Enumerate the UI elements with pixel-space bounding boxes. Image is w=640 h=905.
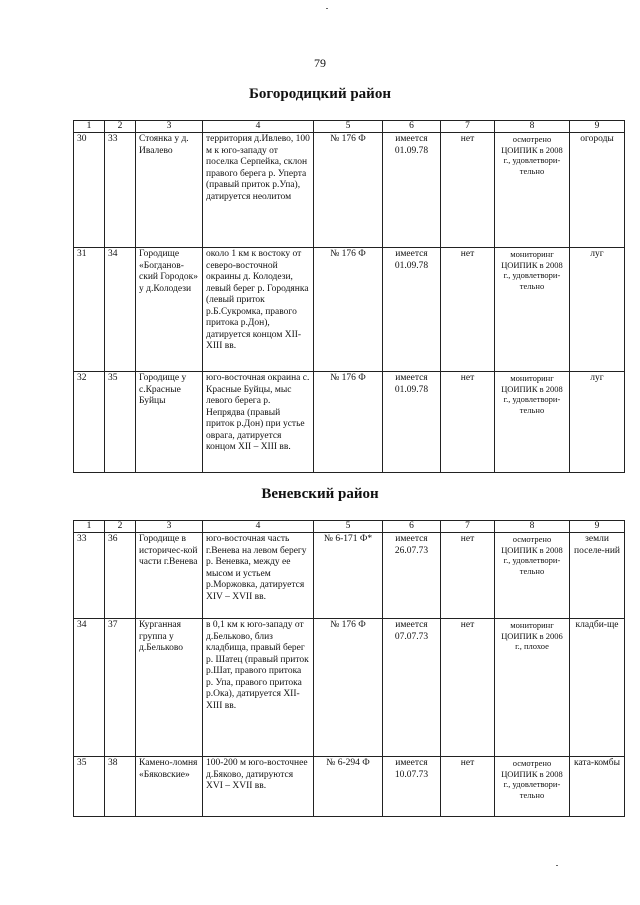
scan-speck <box>326 8 328 9</box>
cell-protection: нет <box>441 372 495 473</box>
cell-land-use: огороды <box>570 133 625 248</box>
column-header: 2 <box>105 121 136 133</box>
cell-number-2: 35 <box>105 372 136 473</box>
cell-name: Камено-ломня «Бяковские» <box>136 757 203 817</box>
cell-passport: имеется 07.07.73 <box>383 619 441 757</box>
column-header: 6 <box>383 521 441 533</box>
cell-number: 33 <box>74 533 105 619</box>
cell-registration: № 176 Ф <box>314 133 383 248</box>
cell-protection: нет <box>441 619 495 757</box>
table-row <box>74 372 625 473</box>
column-header: 4 <box>203 521 314 533</box>
column-header: 5 <box>314 121 383 133</box>
cell-name: Городище «Богданов-ский Городок» у д.Колодези <box>136 248 203 372</box>
scan-speck <box>556 865 558 866</box>
column-header: 1 <box>74 121 105 133</box>
column-header: 4 <box>203 121 314 133</box>
cell-number-2: 37 <box>105 619 136 757</box>
cell-monitoring: осмотрено ЦОИПИК в 2008 г., удовлетвори-тельно <box>495 133 570 248</box>
header-row <box>74 121 625 133</box>
cell-name: Городище у с.Красные Буйцы <box>136 372 203 473</box>
cell-registration: № 176 Ф <box>314 372 383 473</box>
cell-number-2: 34 <box>105 248 136 372</box>
cell-monitoring: мониторинг ЦОИПИК в 2008 г., удовлетвори-тельно <box>495 372 570 473</box>
column-header: 1 <box>74 521 105 533</box>
cell-registration: № 6-171 Ф* <box>314 533 383 619</box>
cell-location: территория д.Ивлево, 100 м к юго-западу от поселка Серпейка, склон правого берега р. Уперта (правый приток р.Упа), датируется неолитом <box>203 133 314 248</box>
cell-passport: имеется 01.09.78 <box>383 372 441 473</box>
cell-protection: нет <box>441 533 495 619</box>
monuments-table-bogoroditsky <box>73 120 625 473</box>
table-row <box>74 757 625 817</box>
header-row <box>74 521 625 533</box>
cell-registration: № 6-294 Ф <box>314 757 383 817</box>
cell-monitoring: осмотрено ЦОИПИК в 2008 г., удовлетвори-тельно <box>495 533 570 619</box>
column-header: 9 <box>570 521 625 533</box>
cell-land-use: земли поселе-ний <box>570 533 625 619</box>
district-title-bogoroditsky: Богородицкий район <box>249 86 391 102</box>
cell-land-use: кладби-ще <box>570 619 625 757</box>
cell-land-use: луг <box>570 372 625 473</box>
cell-number: 31 <box>74 248 105 372</box>
cell-number: 34 <box>74 619 105 757</box>
cell-number: 30 <box>74 133 105 248</box>
cell-protection: нет <box>441 757 495 817</box>
district-title-venevsky: Веневский район <box>261 486 379 502</box>
cell-protection: нет <box>441 133 495 248</box>
cell-number-2: 38 <box>105 757 136 817</box>
column-header: 2 <box>105 521 136 533</box>
cell-location: юго-восточная окраина с. Красные Буйцы, мыс левого берега р. Непрядва (правый приток р.Дон) при устье оврага, датируется концом XII – XIII вв. <box>203 372 314 473</box>
cell-land-use: ката-комбы <box>570 757 625 817</box>
cell-passport: имеется 26.07.73 <box>383 533 441 619</box>
cell-location: около 1 км к востоку от северо-восточной окраины д. Колодези, левый берег р. Городянка (левый приток р.Б.Сукромка, правого притока р.Дон), датируется концом XII-XIII вв. <box>203 248 314 372</box>
cell-land-use: луг <box>570 248 625 372</box>
table-row <box>74 248 625 372</box>
cell-location: в 0,1 км к юго-западу от д.Бельково, близ кладбища, правый берег р. Шатец (правый приток р.Шат, правого притока р. Упа, правого притока р.Ока), датируется XII-XIII вв. <box>203 619 314 757</box>
cell-passport: имеется 01.09.78 <box>383 133 441 248</box>
column-header: 7 <box>441 521 495 533</box>
cell-registration: № 176 Ф <box>314 619 383 757</box>
cell-passport: имеется 10.07.73 <box>383 757 441 817</box>
table-row <box>74 533 625 619</box>
column-header: 3 <box>136 121 203 133</box>
table-row <box>74 619 625 757</box>
monuments-table-venevsky <box>73 520 625 817</box>
cell-location: юго-восточная часть г.Венева на левом берегу р. Веневка, между ее мысом и устьем р.Моржовка, датируется XIV – XVII вв. <box>203 533 314 619</box>
column-header: 8 <box>495 521 570 533</box>
cell-location: 100-200 м юго-восточнее д.Бяково, датируются XVI – XVII вв. <box>203 757 314 817</box>
column-header: 3 <box>136 521 203 533</box>
page-number: 79 <box>314 56 326 70</box>
column-header: 7 <box>441 121 495 133</box>
table-row <box>74 133 625 248</box>
cell-number: 32 <box>74 372 105 473</box>
cell-passport: имеется 01.09.78 <box>383 248 441 372</box>
cell-monitoring: мониторинг ЦОИПИК в 2006 г., плохое <box>495 619 570 757</box>
column-header: 9 <box>570 121 625 133</box>
cell-name: Стоянка у д. Ивалево <box>136 133 203 248</box>
cell-name: Городище в историчес-кой части г.Венева <box>136 533 203 619</box>
cell-number: 35 <box>74 757 105 817</box>
cell-monitoring: осмотрено ЦОИПИК в 2008 г., удовлетвори-тельно <box>495 757 570 817</box>
column-header: 8 <box>495 121 570 133</box>
cell-registration: № 176 Ф <box>314 248 383 372</box>
cell-number-2: 33 <box>105 133 136 248</box>
cell-name: Курганная группа у д.Бельково <box>136 619 203 757</box>
cell-monitoring: мониторинг ЦОИПИК в 2008 г., удовлетвори-тельно <box>495 248 570 372</box>
cell-protection: нет <box>441 248 495 372</box>
column-header: 5 <box>314 521 383 533</box>
cell-number-2: 36 <box>105 533 136 619</box>
column-header: 6 <box>383 121 441 133</box>
